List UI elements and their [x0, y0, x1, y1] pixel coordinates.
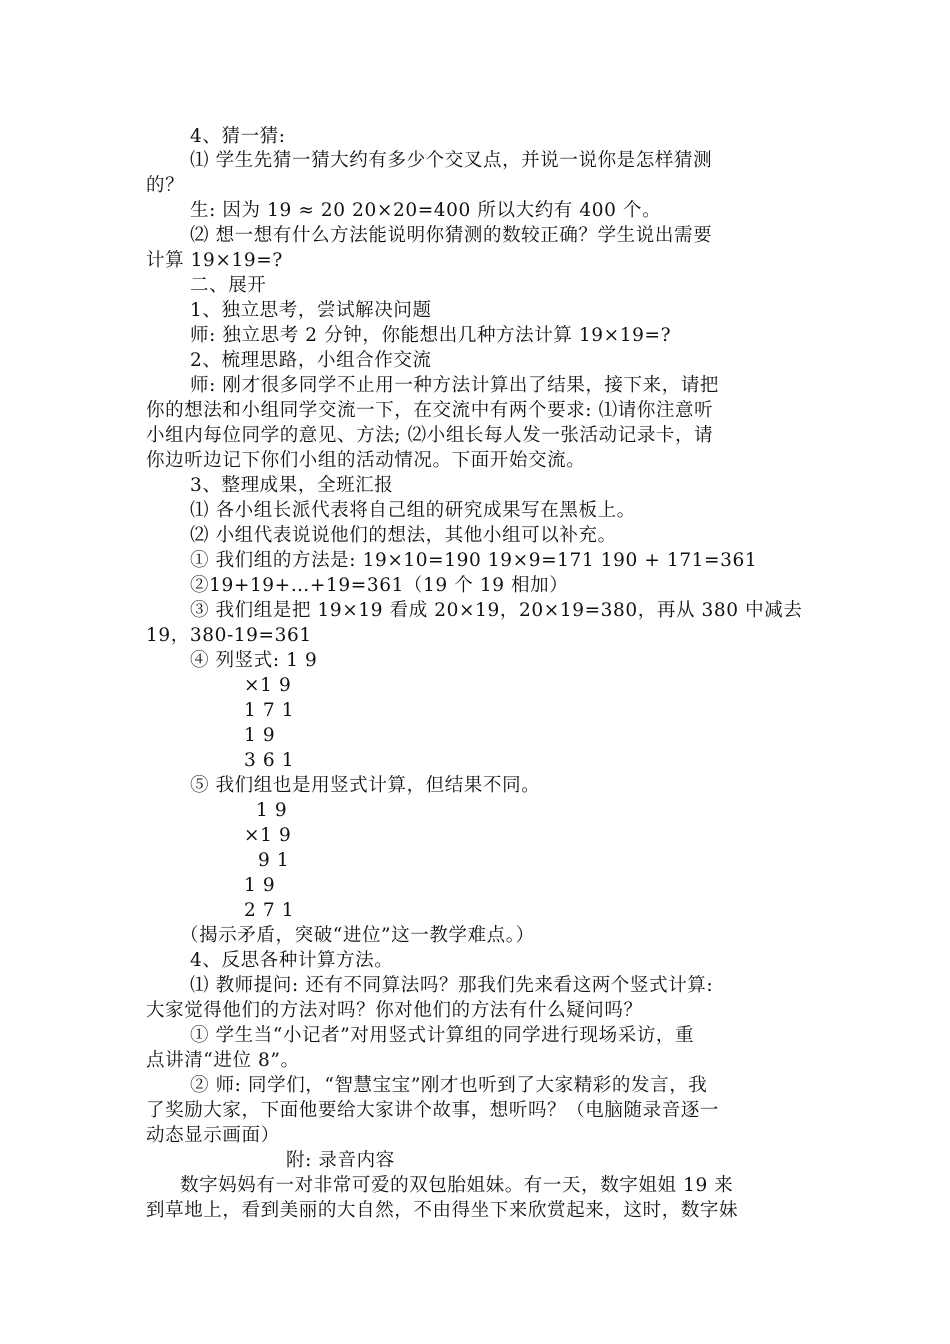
text-line: 3、整理成果，全班汇报 — [190, 475, 394, 496]
text-line: 2、梳理思路，小组合作交流 — [190, 350, 432, 371]
column-multiplication-line: 1 9 — [244, 725, 276, 746]
text-line: 生: 因为 19 ≈ 20 20×20=400 所以大约有 400 个。 — [190, 200, 662, 221]
column-multiplication-line: 2 7 1 — [244, 900, 295, 921]
text-line: 大家觉得他们的方法对吗？你对他们的方法有什么疑问吗？ — [146, 1000, 643, 1021]
column-multiplication-line: 1 9 — [256, 800, 288, 821]
text-line: 动态显示画面） — [146, 1125, 280, 1146]
text-line: 师: 刚才很多同学不止用一种方法计算出了结果，接下来，请把 — [190, 375, 720, 396]
text-line: ⑴ 教师提问: 还有不同算法吗？那我们先来看这两个竖式计算: — [190, 975, 714, 996]
column-multiplication-line: ×1 9 — [244, 825, 292, 846]
text-line: 点讲清“进位 8”。 — [146, 1050, 300, 1071]
column-multiplication-line: ×1 9 — [244, 675, 292, 696]
text-line: ②19+19+…+19=361（19 个 19 相加） — [190, 575, 569, 596]
column-multiplication-line: 9 1 — [258, 850, 290, 871]
text-line: ① 我们组的方法是: 19×10=190 19×9=171 190 + 171=361 — [190, 550, 758, 571]
text-line: ⑤ 我们组也是用竖式计算，但结果不同。 — [190, 775, 541, 796]
text-line: 19，380-19=361 — [146, 625, 312, 646]
text-line: 的？ — [146, 175, 185, 196]
section-heading: 二、展开 — [190, 275, 267, 296]
column-multiplication-line: 1 9 — [244, 875, 276, 896]
text-line: 了奖励大家，下面他要给大家讲个故事，想听吗？（电脑随录音逐一 — [146, 1100, 720, 1121]
text-line: 计算 19×19=? — [146, 250, 283, 271]
text-line: 师: 独立思考 2 分钟，你能想出几种方法计算 19×19=? — [190, 325, 672, 346]
column-multiplication-line: 1 7 1 — [244, 700, 295, 721]
text-line: 4、反思各种计算方法。 — [190, 950, 394, 971]
text-line: （揭示矛盾，突破“进位”这一教学难点。） — [180, 925, 535, 946]
column-multiplication-line: 3 6 1 — [244, 750, 295, 771]
text-line: ⑴ 各小组长派代表将自己组的研究成果写在黑板上。 — [190, 500, 636, 521]
text-line: ⑴ 学生先猜一猜大约有多少个交叉点，并说一说你是怎样猜测 — [190, 150, 713, 171]
text-line: 小组内每位同学的意见、方法; ⑵小组长每人发一张活动记录卡，请 — [146, 425, 714, 446]
text-line: 数字妈妈有一对非常可爱的双包胎姐妹。有一天，数字姐姐 19 来 — [180, 1175, 734, 1196]
text-line: ② 师: 同学们，“智慧宝宝”刚才也听到了大家精彩的发言，我 — [190, 1075, 708, 1096]
text-line: 1、独立思考，尝试解决问题 — [190, 300, 432, 321]
text-line: ③ 我们组是把 19×19 看成 20×19，20×19=380，再从 380 中减去 — [190, 600, 803, 621]
text-line: ① 学生当“小记者”对用竖式计算组的同学进行现场采访，重 — [190, 1025, 695, 1046]
appendix-heading: 附: 录音内容 — [286, 1150, 395, 1171]
text-line: 到草地上，看到美丽的大自然，不由得坐下来欣赏起来，这时，数字妹 — [146, 1200, 739, 1221]
text-line: ⑵ 想一想有什么方法能说明你猜测的数较正确？学生说出需要 — [190, 225, 713, 246]
text-line: 你边听边记下你们小组的活动情况。下面开始交流。 — [146, 450, 586, 471]
text-line: 你的想法和小组同学交流一下，在交流中有两个要求: ⑴请你注意听 — [146, 400, 714, 421]
text-line: ⑵ 小组代表说说他们的想法，其他小组可以补充。 — [190, 525, 617, 546]
text-line: ④ 列竖式: 1 9 — [190, 650, 318, 671]
text-line: 4、猜一猜: — [190, 126, 286, 147]
